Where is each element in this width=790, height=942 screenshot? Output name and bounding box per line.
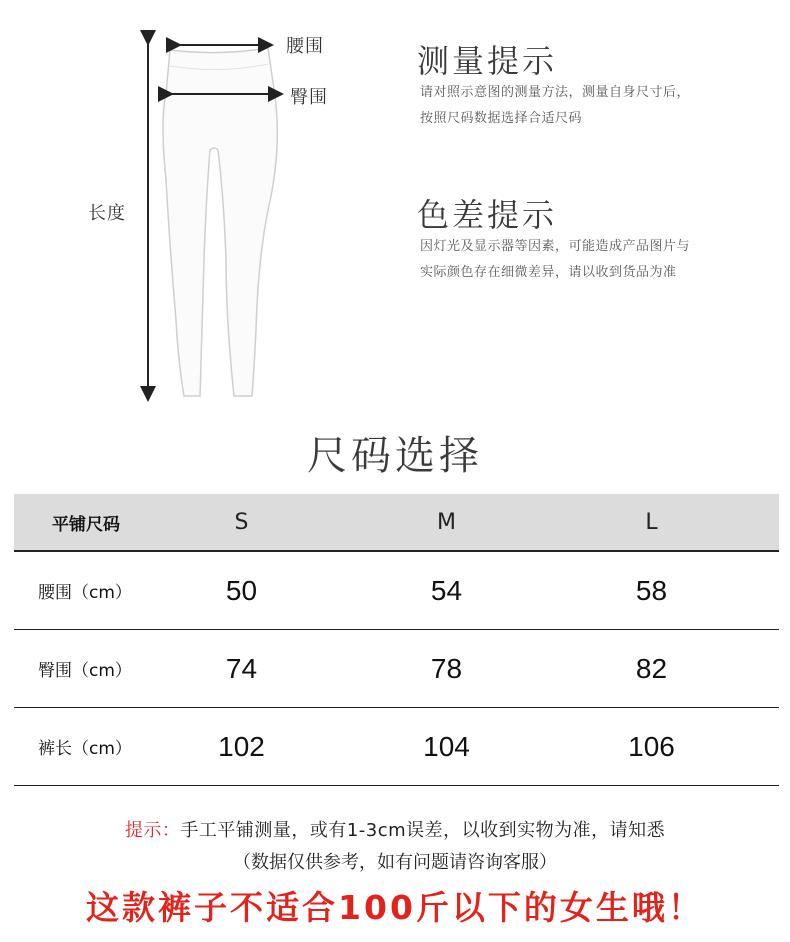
leggings-illustration xyxy=(0,0,400,410)
table-row-hip xyxy=(14,630,779,708)
size-section-title: 尺码选择 xyxy=(307,433,483,479)
weight-warning: 这款裤子不适合100斤以下的女生哦！ xyxy=(86,888,704,927)
color-tip-title: 色差提示 xyxy=(417,196,558,234)
hip-label: 臀围 xyxy=(290,87,328,108)
table-header xyxy=(14,494,779,552)
cell-value: 74 xyxy=(225,652,258,684)
cell-value: 78 xyxy=(430,652,463,684)
row-label: 臀围（cm） xyxy=(38,661,132,681)
row-label: 腰围（cm） xyxy=(38,583,132,603)
header-label: 平铺尺码 xyxy=(52,514,120,535)
measurement-diagram xyxy=(0,0,400,410)
cell-value: 102 xyxy=(218,730,265,762)
leggings-shape xyxy=(163,48,277,396)
color-tip-line1: 因灯光及显示器等因素，可能造成产品图片与 xyxy=(420,239,691,254)
note-text: 手工平铺测量，或有1-3cm误差，以收到实物为准，请知悉 xyxy=(180,820,666,841)
measure-tip-line2: 按照尺码数据选择合适尺码 xyxy=(420,111,583,126)
table-row-waist xyxy=(14,552,779,630)
cell-value: 54 xyxy=(430,574,463,606)
color-tip-line2: 实际颜色存在细微差异，请以收到货品为准 xyxy=(420,265,677,280)
cell-value: 104 xyxy=(423,730,470,762)
row-label: 裤长（cm） xyxy=(38,739,132,759)
length-label: 长度 xyxy=(88,203,126,224)
header-size-s: S xyxy=(234,509,249,535)
cell-value: 50 xyxy=(225,574,258,606)
measure-tip-line1: 请对照示意图的测量方法，测量自身尺寸后， xyxy=(420,85,691,100)
table-row-length xyxy=(14,708,779,786)
cell-value: 58 xyxy=(635,574,668,606)
cell-value: 82 xyxy=(635,652,668,684)
header-size-l: L xyxy=(645,509,658,535)
note-prefix: 提示： xyxy=(124,820,181,841)
measure-tip-title: 测量提示 xyxy=(417,42,558,80)
measurement-note xyxy=(0,816,790,842)
reference-note: （数据仅供参考，如有问题请咨询客服） xyxy=(233,852,557,873)
waist-label: 腰围 xyxy=(286,36,324,57)
header-size-m: M xyxy=(437,509,456,535)
size-table xyxy=(14,494,779,786)
cell-value: 106 xyxy=(628,730,675,762)
